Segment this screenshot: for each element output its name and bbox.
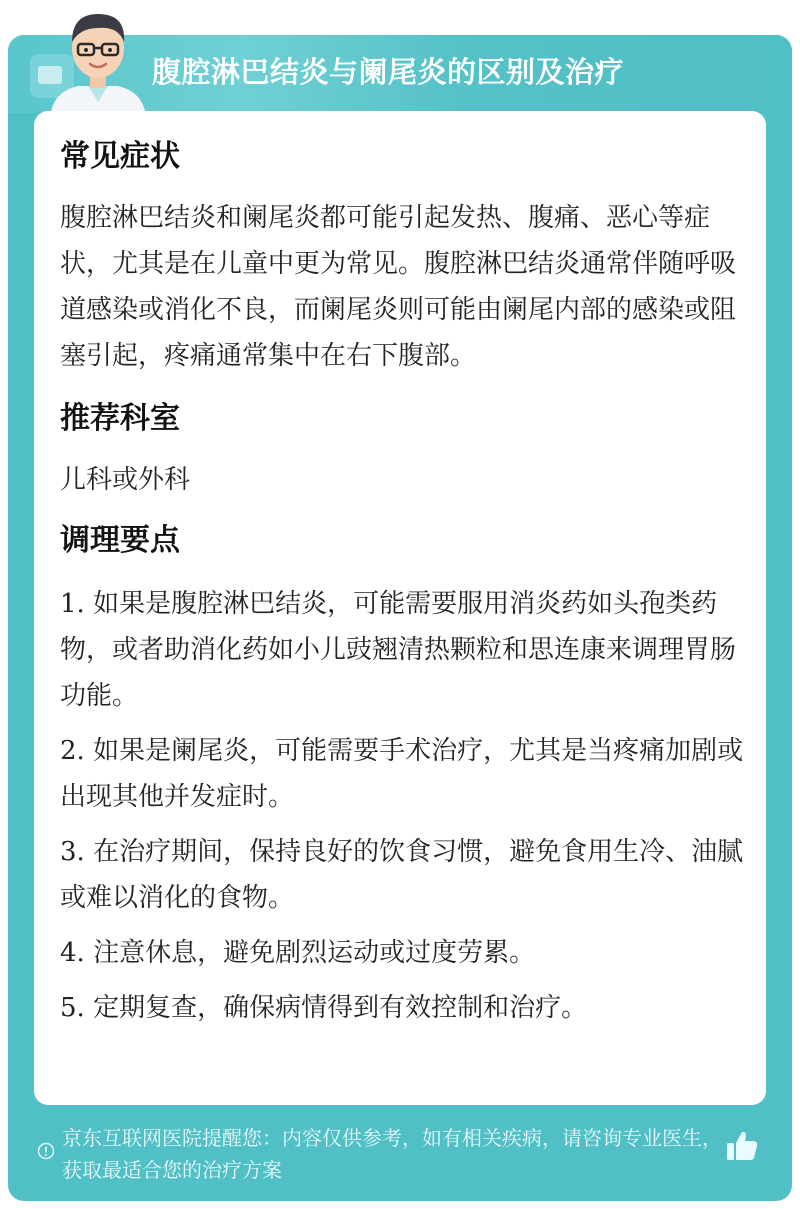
list-item-number: 2.	[60, 736, 85, 766]
info-icon	[37, 1142, 55, 1160]
section-text-symptoms: 腹腔淋巴结炎和阑尾炎都可能引起发热、腹痛、恶心等症状，尤其是在儿童中更为常见。腹腔淋巴结炎通常伴随呼吸道感染或消化不良，而阑尾炎则可能由阑尾内部的感染或阻塞引起，疼痛通常集中在右下腹部。	[60, 203, 737, 371]
page-title: 腹腔淋巴结炎与阑尾炎的区别及治疗	[152, 55, 625, 89]
list-item-number: 5.	[60, 993, 85, 1023]
section-title-department: 推荐科室	[60, 401, 180, 436]
list-item-text: 定期复查，确保病情得到有效控制和治疗。	[93, 993, 588, 1023]
list-item-number: 3.	[60, 837, 85, 867]
doctor-avatar-icon	[28, 6, 168, 118]
list-item	[60, 829, 750, 921]
content-body	[60, 129, 750, 1040]
list-item-text: 注意休息，避免剧烈运动或过度劳累。	[93, 938, 536, 968]
list-item	[60, 930, 750, 976]
content-card	[34, 111, 766, 1105]
list-item	[60, 985, 750, 1031]
list-item-number: 4.	[60, 938, 85, 968]
list-item-text: 在治疗期间，保持良好的饮食习惯，避免食用生冷、油腻或难以消化的食物。	[60, 837, 744, 913]
section-text-department: 儿科或外科	[60, 465, 191, 495]
list-item	[60, 581, 750, 719]
thumbs-up-icon[interactable]	[724, 1128, 760, 1164]
list-item-text: 如果是腹腔淋巴结炎，可能需要服用消炎药如头孢类药物，或者助消化药如小儿豉翘清热颗粒和思连康来调理胃肠功能。	[60, 589, 737, 711]
footer-notice: 京东互联网医院提醒您：内容仅供参考，如有相关疾病，请咨询专业医生，获取最适合您的治疗方案	[62, 1126, 722, 1182]
list-item-text: 如果是阑尾炎，可能需要手术治疗，尤其是当疼痛加剧或出现其他并发症时。	[60, 736, 744, 812]
list-item-number: 1.	[60, 589, 85, 619]
care-list	[60, 581, 750, 1031]
list-item	[60, 728, 750, 820]
section-title-care: 调理要点	[60, 523, 180, 558]
section-title-symptoms: 常见症状	[60, 139, 180, 174]
